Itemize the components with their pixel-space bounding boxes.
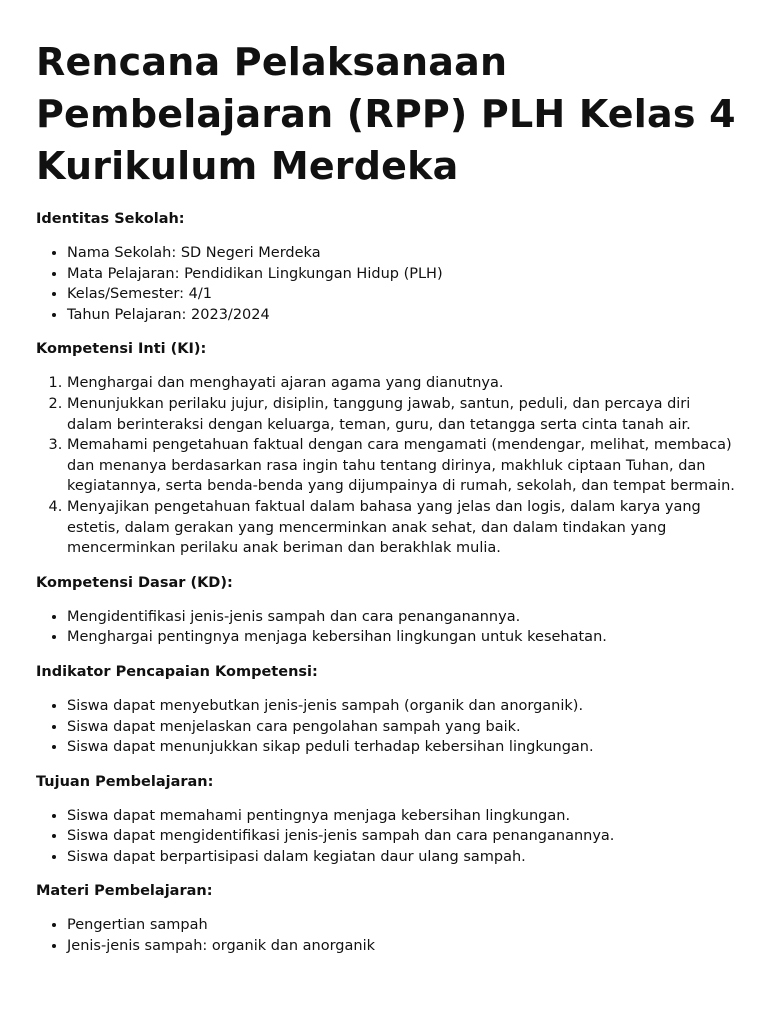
section-identitas-sekolah xyxy=(36,209,736,325)
list-item: 3. Memahami pengetahuan faktual dengan cara mengamati (mendengar, melihat, membaca) dan menanya berdasarkan rasa ingin tahu tentang dirinya, makhluk ciptaan Tuhan, dan kegiatannya, serta benda-benda yang dijumpainya di rumah, sekolah, dan tempat bermain. xyxy=(67,435,736,497)
section-heading: Kompetensi Inti (KI): xyxy=(36,341,207,358)
list-item: • Siswa dapat menyebutkan jenis-jenis sampah (organik dan anorganik). xyxy=(67,696,736,717)
list-item: • Nama Sekolah: SD Negeri Merdeka xyxy=(67,243,736,264)
tujuan-list xyxy=(36,806,736,868)
section-indikator xyxy=(36,662,736,758)
list-item: • Siswa dapat menunjukkan sikap peduli terhadap kebersihan lingkungan. xyxy=(67,737,736,758)
list-item: • Menghargai pentingnya menjaga kebersihan lingkungan untuk kesehatan. xyxy=(67,627,736,648)
list-item: 2. Menunjukkan perilaku jujur, disiplin, tanggung jawab, santun, peduli, dan percaya diri dalam berinteraksi dengan keluarga, teman, guru, dan tetangga serta cinta tanah air. xyxy=(67,394,736,435)
ki-list xyxy=(36,373,736,558)
list-item: • Siswa dapat memahami pentingnya menjaga kebersihan lingkungan. xyxy=(67,806,736,827)
list-item: 4. Menyajikan pengetahuan faktual dalam bahasa yang jelas dan logis, dalam karya yang estetis, dalam gerakan yang mencerminkan anak sehat, dan dalam tindakan yang mencerminkan perilaku anak beriman dan berakhlak mulia. xyxy=(67,497,736,559)
kd-list xyxy=(36,607,736,648)
list-item: • Jenis-jenis sampah: organik dan anorganik xyxy=(67,936,736,957)
section-kompetensi-inti xyxy=(36,339,736,558)
list-item: • Mata Pelajaran: Pendidikan Lingkungan Hidup (PLH) xyxy=(67,264,736,285)
section-heading: Indikator Pencapaian Kompetensi: xyxy=(36,663,318,680)
list-item: 1. Menghargai dan menghayati ajaran agama yang dianutnya. xyxy=(67,373,736,394)
page-title: Rencana Pelaksanaan Pembelajaran (RPP) PLH Kelas 4 Kurikulum Merdeka xyxy=(36,40,736,188)
list-item: • Siswa dapat mengidentifikasi jenis-jenis sampah dan cara penanganannya. xyxy=(67,826,736,847)
section-heading: Identitas Sekolah: xyxy=(36,211,185,227)
section-heading: Kompetensi Dasar (KD): xyxy=(36,574,233,591)
indikator-list xyxy=(36,696,736,758)
identitas-list xyxy=(36,243,736,325)
materi-list xyxy=(36,915,736,956)
section-heading: Tujuan Pembelajaran: xyxy=(36,773,214,790)
section-heading: Materi Pembelajaran: xyxy=(36,883,213,900)
section-materi-pembelajaran xyxy=(36,881,736,956)
section-tujuan-pembelajaran xyxy=(36,772,736,868)
list-item: • Siswa dapat menjelaskan cara pengolahan sampah yang baik. xyxy=(67,717,736,738)
list-item: • Tahun Pelajaran: 2023/2024 xyxy=(67,305,736,326)
list-item: • Pengertian sampah xyxy=(67,915,736,936)
list-item: • Siswa dapat berpartisipasi dalam kegiatan daur ulang sampah. xyxy=(67,847,736,868)
list-item: • Mengidentifikasi jenis-jenis sampah dan cara penanganannya. xyxy=(67,607,736,628)
list-item: • Kelas/Semester: 4/1 xyxy=(67,284,736,305)
section-kompetensi-dasar xyxy=(36,573,736,648)
